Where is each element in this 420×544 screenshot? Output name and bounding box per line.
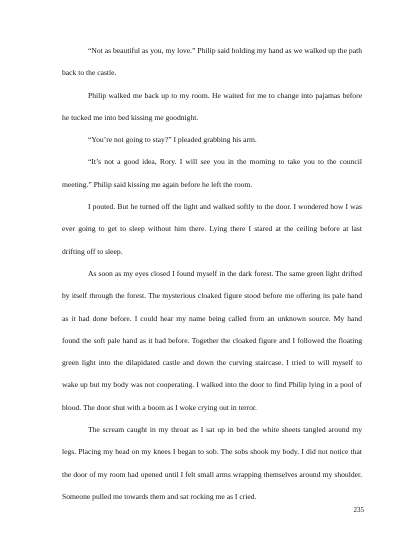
paragraph: I pouted. But he turned off the light and walked softly to the door. I wondered how I was ever going to get to sleep without him there. Lying there I stared at the ceiling before at last drifting off to sleep.: [62, 202, 362, 256]
paragraph: As soon as my eyes closed I found myself in the dark forest. The same green light drifted by itself through the forest. The mysterious cloaked figure stood before me offering its pale hand as it had done before. I could hear my name being called from an unknown source. My hand found the soft pale hand as it had before. Together the cloaked figure and I followed the floating green light into the dilapidated castle and down the curving staircase. I tried to will myself to wake up but my body was not cooperating. I walked into the door to find Philip lying in a pool of blood. The door shut with a boom as I woke crying out in terror.: [62, 268, 362, 412]
body-text: [62, 40, 362, 508]
page-number: 235: [353, 506, 364, 514]
paragraph: “It’s not a good idea, Rory. I will see you in the morning to take you to the council meeting.” Philip said kissing me again before he left the room.: [62, 157, 362, 189]
paragraph: “Not as beautiful as you, my love.” Philip said holding my hand as we walked up the path back to the castle.: [62, 46, 362, 78]
paragraph: Philip walked me back up to my room. He waited for me to change into pajamas before he tucked me into bed kissing me goodnight.: [62, 90, 362, 122]
paragraph: The scream caught in my throat as I sat up in bed the white sheets tangled around my legs. Placing my head on my knees I began to sob. The sobs shook my body. I did not notice that the door of my room had opened until I felt small arms wrapping themselves around my shoulder. Someone pulled me towards them and sat rocking me as I cried.: [62, 425, 362, 501]
paragraph: “You’re not going to stay?” I pleaded grabbing his arm.: [88, 135, 257, 145]
